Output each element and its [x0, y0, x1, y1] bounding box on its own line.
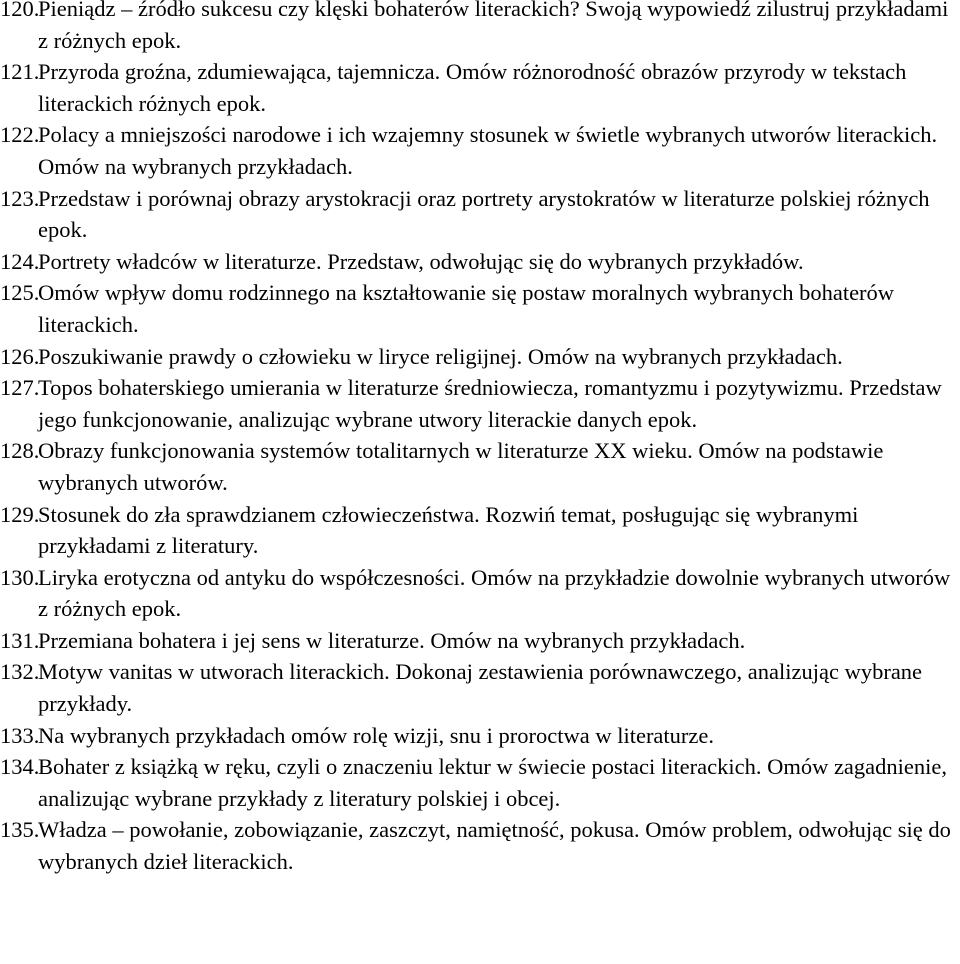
list-item [0, 183, 954, 246]
topic-number: 132. [0, 659, 40, 685]
topic-number: 129. [0, 501, 40, 527]
topic-text: Motyw vanitas w utworach literackich. Dokonaj zestawienia porównawczego, analizując wybrane przykłady. [38, 659, 923, 717]
topic-text: Portrety władców w literaturze. Przedstaw, odwołując się do wybranych przykładów. [38, 248, 804, 274]
topic-text: Bohater z książką w ręku, czyli o znaczeniu lektur w świecie postaci literackich. Omów zagadnienie, analizując wybrane przykłady z literatury polskiej i obcej. [38, 754, 947, 811]
topic-number: 122. [0, 122, 40, 148]
list-item [0, 499, 954, 562]
list-item [0, 246, 954, 278]
list-item [0, 656, 954, 719]
list-item [0, 56, 954, 119]
topic-number: 131. [0, 627, 40, 653]
list-item [0, 0, 954, 56]
topic-number: 134. [0, 754, 40, 780]
topic-text: Polacy a mniejszości narodowe i ich wzajemny stosunek w świetle wybranych utworów literackich. Omów na wybranych przykładach. [38, 122, 938, 179]
topic-text: Przemiana bohatera i jej sens w literaturze. Omów na wybranych przykładach. [38, 627, 746, 653]
list-item [0, 119, 954, 182]
topic-text: Przyroda groźna, zdumiewająca, tajemnicza. Omów różnorodność obrazów przyrody w tekstach literackich różnych epok. [38, 59, 907, 116]
topic-text: Liryka erotyczna od antyku do współczesności. Omów na przykładzie dowolnie wybranych utworów z różnych epok. [38, 564, 951, 622]
topic-number: 130. [0, 564, 40, 590]
list-item [0, 814, 954, 877]
topic-text: Na wybranych przykładach omów rolę wizji, snu i proroctwa w literaturze. [38, 722, 715, 748]
topic-number: 133. [0, 722, 40, 748]
topic-number: 128. [0, 438, 40, 464]
topic-text: Przedstaw i porównaj obrazy arystokracji oraz portrety arystokratów w literaturze polskiej różnych epok. [38, 185, 930, 243]
topic-text: Obrazy funkcjonowania systemów totalitarnych w literaturze XX wieku. Omów na podstawie wybranych utworów. [38, 438, 884, 495]
list-item [0, 435, 954, 498]
topic-number: 135. [0, 817, 40, 843]
topic-text: Pieniądz – źródło sukcesu czy klęski bohaterów literackich? Swoją wypowiedź zilustruj przykładami z różnych epok. [38, 0, 949, 53]
topic-number: 120. [0, 0, 40, 21]
list-item [0, 341, 954, 373]
topic-number: 125. [0, 280, 40, 306]
topic-text: Władza – powołanie, zobowiązanie, zaszczyt, namiętność, pokusa. Omów problem, odwołując się do wybranych dzieł literackich. [38, 817, 951, 875]
topic-text: Poszukiwanie prawdy o człowieku w liryce religijnej. Omów na wybranych przykładach. [38, 343, 843, 369]
topic-number: 127. [0, 375, 40, 401]
topic-number: 126. [0, 343, 40, 369]
topic-number: 121. [0, 59, 40, 85]
list-item [0, 372, 954, 435]
topic-text: Omów wpływ domu rodzinnego na kształtowanie się postaw moralnych wybranych bohaterów literackich. [38, 280, 895, 337]
list-item [0, 720, 954, 752]
topic-number: 124. [0, 248, 40, 274]
list-item [0, 625, 954, 657]
list-item [0, 562, 954, 625]
list-item [0, 751, 954, 814]
topic-text: Topos bohaterskiego umierania w literaturze średniowiecza, romantyzmu i pozytywizmu. Przedstaw jego funkcjonowanie, analizując wybrane utwory literackie danych epok. [38, 375, 942, 432]
topic-number: 123. [0, 185, 40, 211]
topic-text: Stosunek do zła sprawdzianem człowieczeństwa. Rozwiń temat, posługując się wybranymi przykładami z literatury. [38, 501, 859, 559]
list-item [0, 277, 954, 340]
